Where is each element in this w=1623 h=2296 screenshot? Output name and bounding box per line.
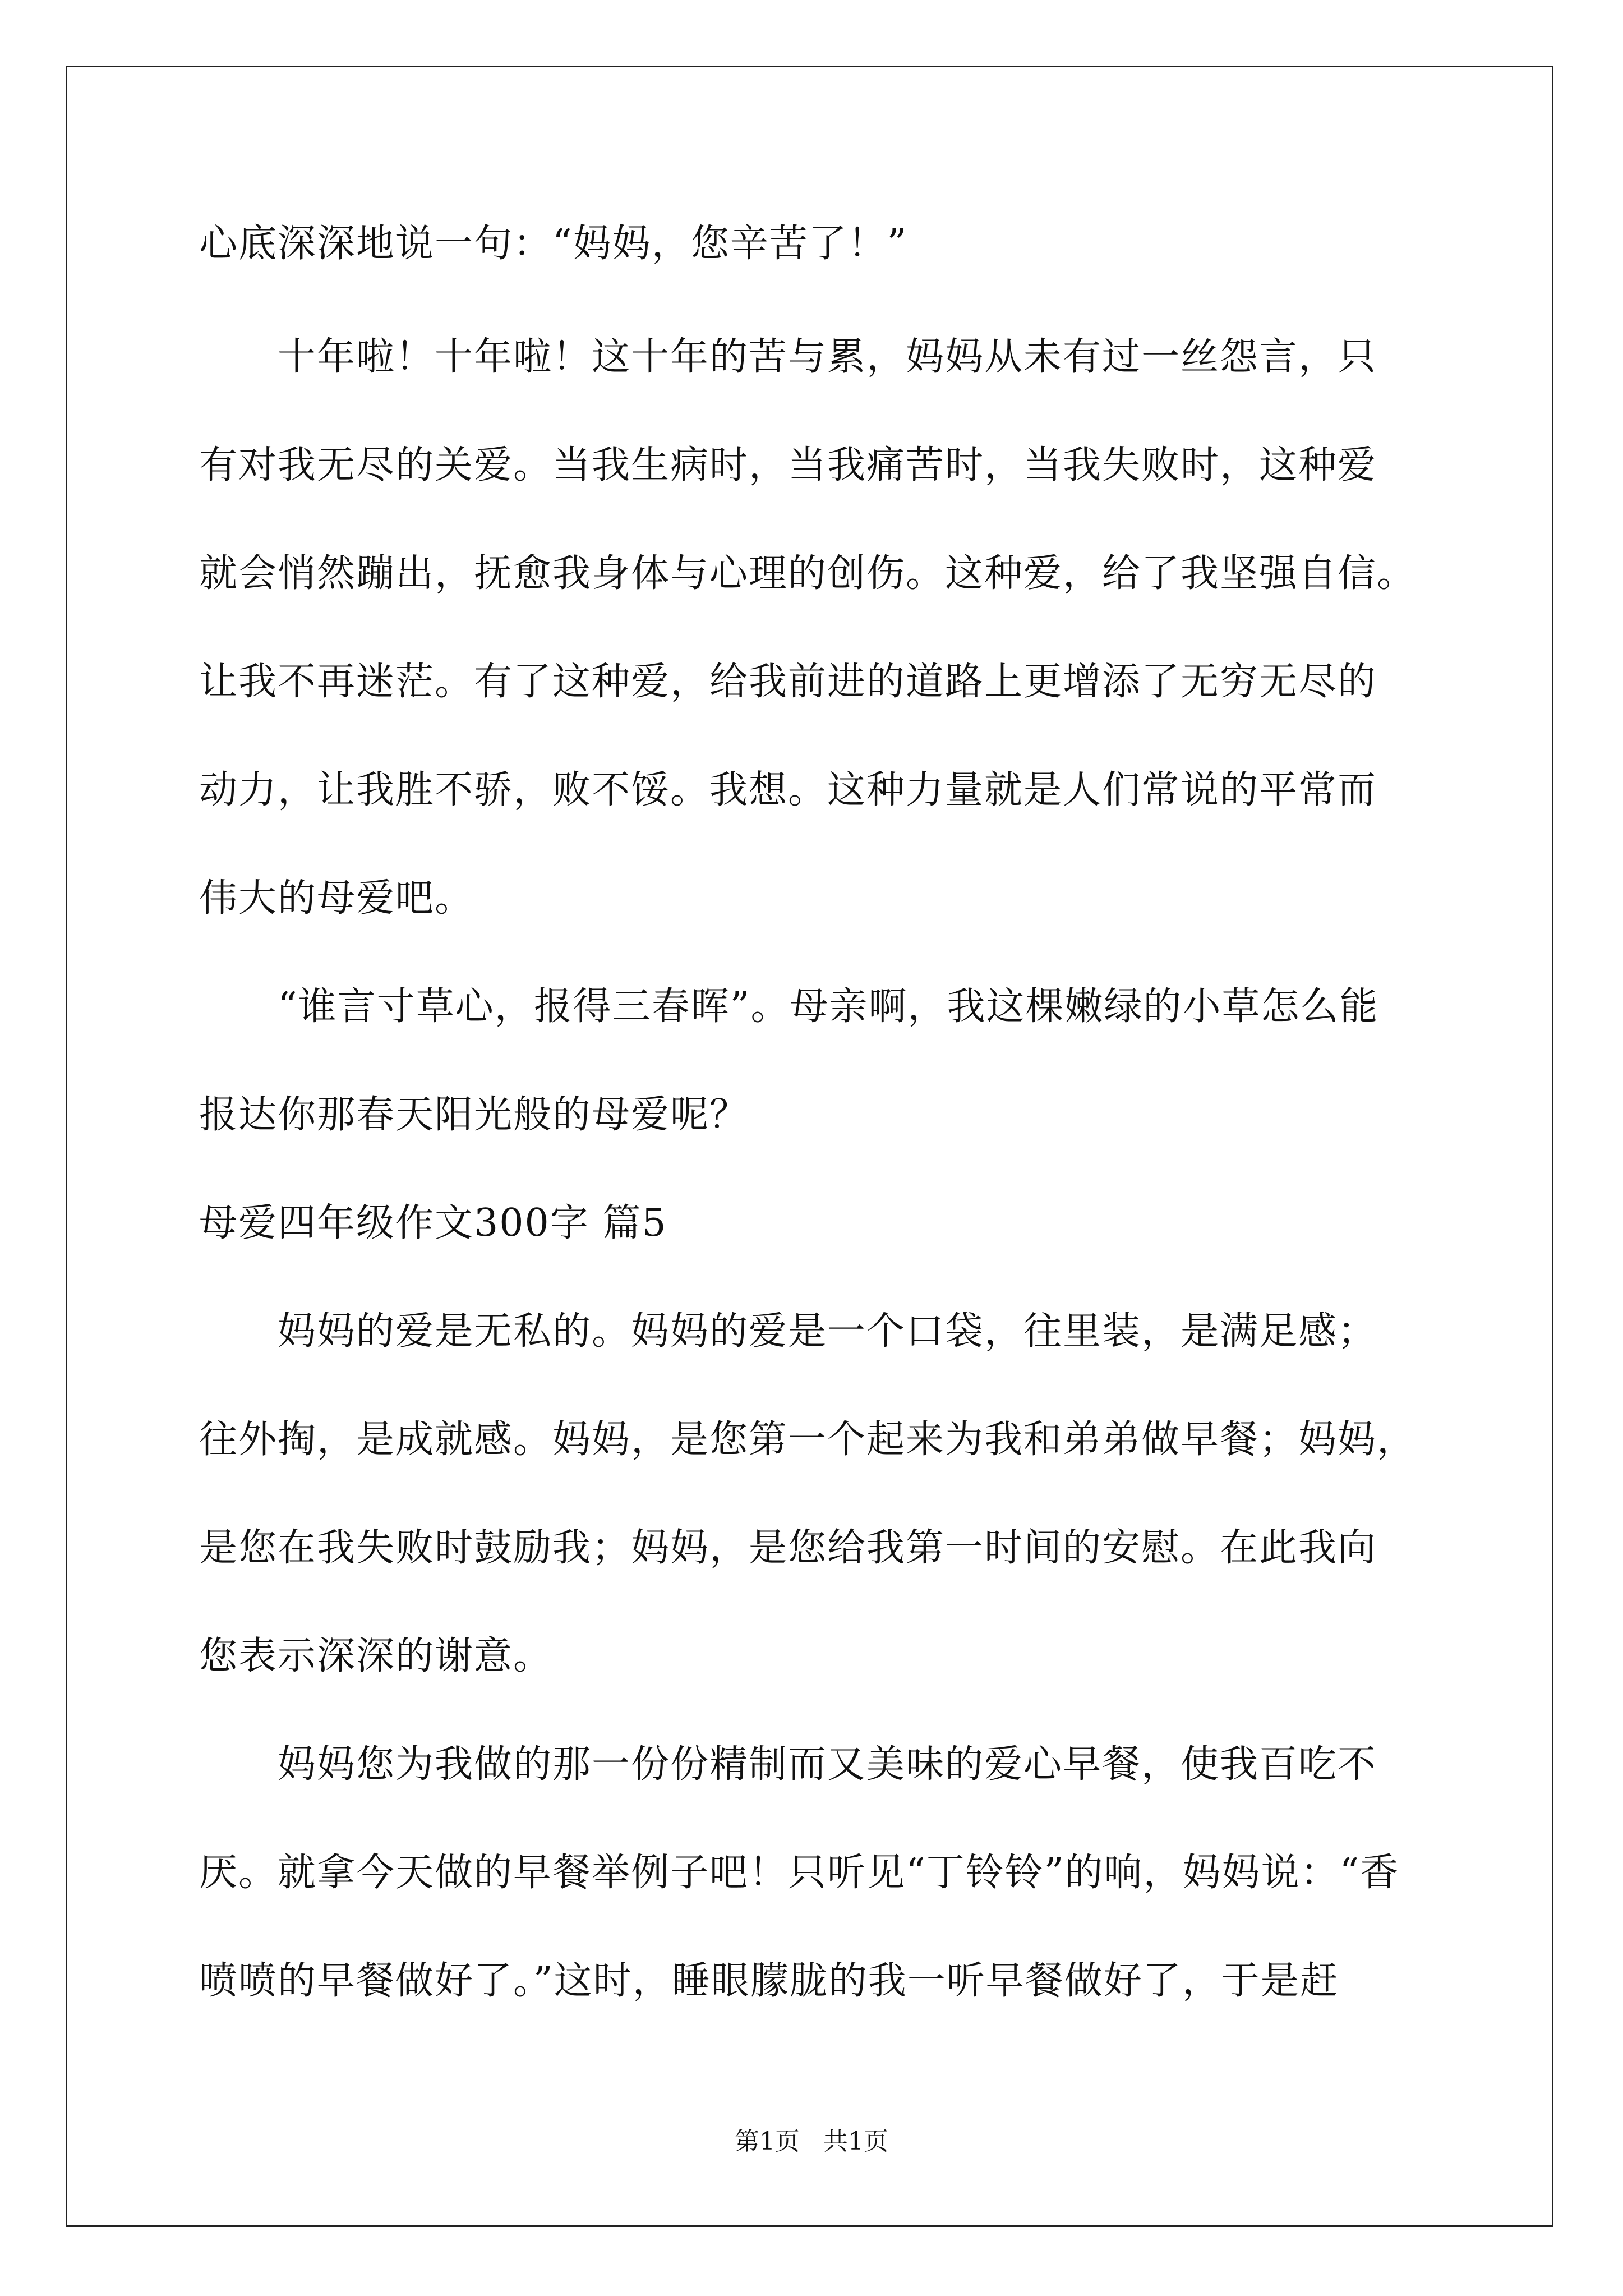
text-line: 伟大的母爱吧。 (199, 876, 474, 921)
text-line: 喷喷的早餐做好了。”这时，睡眼朦胧的我一听早餐做好了，于是赶 (199, 1959, 1339, 2003)
text-line: 心底深深地说一句：“妈妈，您辛苦了！” (199, 222, 908, 266)
text-line: 有对我无尽的关爱。当我生病时，当我痛苦时，当我失败时，这种爱 (199, 443, 1377, 487)
text-line: 妈妈您为我做的那一份份精制而又美味的爱心早餐，使我百吃不 (199, 1742, 1377, 1787)
text-line: 您表示深深的谢意。 (199, 1634, 553, 1678)
text-line: 是您在我失败时鼓励我；妈妈，是您给我第一时间的安慰。在此我向 (199, 1526, 1377, 1570)
text-line: 厌。就拿今天做的早餐举例子吧！只听见“丁铃铃”的响，妈妈说：“香 (199, 1851, 1400, 1895)
section-heading: 母爱四年级作文300字 篇5 (199, 1201, 667, 1245)
text-line: 妈妈的爱是无私的。妈妈的爱是一个口袋，往里装，是满足感； (199, 1309, 1377, 1354)
text-line: “谁言寸草心，报得三春晖”。母亲啊，我这棵嫩绿的小草怎么能 (199, 984, 1379, 1029)
text-line: 往外掏，是成就感。妈妈，是您第一个起来为我和弟弟做早餐；妈妈， (199, 1418, 1417, 1462)
text-line: 十年啦！十年啦！这十年的苦与累，妈妈从未有过一丝怨言，只 (199, 335, 1377, 379)
text-line: 动力，让我胜不骄，败不馁。我想。这种力量就是人们常说的平常而 (199, 768, 1377, 812)
page-border (66, 66, 1553, 2227)
text-line: 就会悄然蹦出，抚愈我身体与心理的创伤。这种爱，给了我坚强自信。 (199, 551, 1417, 596)
text-line: 让我不再迷茫。有了这种爱，给我前进的道路上更增添了无穷无尽的 (199, 660, 1377, 704)
page-number-footer: 第1页 共1页 (735, 2127, 888, 2156)
text-line: 报达你那春天阳光般的母爱呢？ (199, 1093, 749, 1137)
